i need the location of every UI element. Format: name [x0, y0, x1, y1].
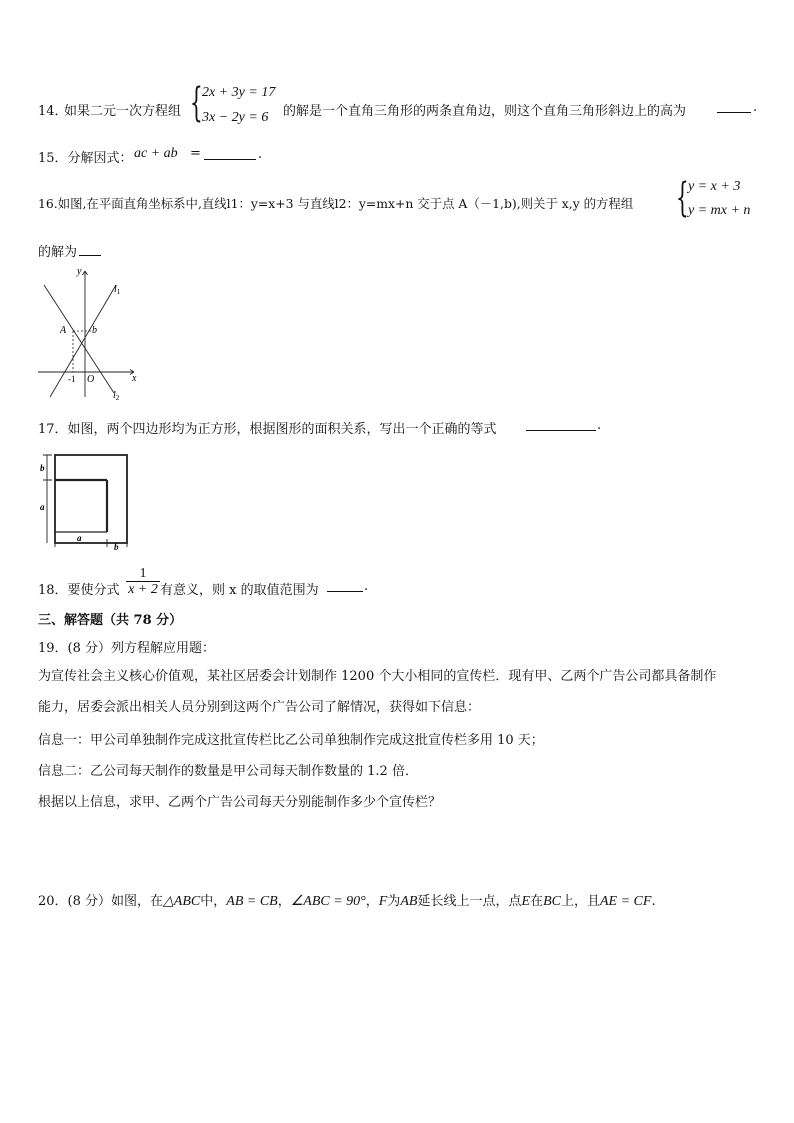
q16-brace: { [676, 175, 689, 221]
q20-part-a: 20．(8 分）如图，在 [38, 894, 164, 909]
q15-period: . [258, 147, 263, 162]
q14-question-text: 的解是一个直角三角形的两条直角边，则这个直角三角形斜边上的高为 [283, 104, 687, 119]
q14-equation-2: 3x − 2y = 6 [202, 110, 269, 125]
q20-text [38, 890, 656, 910]
q14-period: . [753, 100, 758, 115]
q18-period: . [364, 579, 369, 594]
q19-info-2: 信息二：乙公司每天制作的数量是甲公司每天制作数量的 1.2 倍． [38, 764, 418, 779]
q15-equals: = [190, 146, 201, 161]
a-label-left: a [40, 502, 45, 512]
q17-squares-figure [38, 452, 132, 552]
y-axis-label: y [77, 266, 82, 277]
q15-expression: ac + ab [134, 146, 178, 161]
point-a-label: A [60, 325, 67, 336]
q20-point-e: E [521, 894, 531, 909]
q20-triangle: △ABC [163, 894, 201, 909]
q20-segment-ab: AB [400, 894, 418, 909]
q15-answer-blank[interactable] [204, 147, 256, 160]
l2-label: $l_2$ [113, 390, 120, 401]
q20-point-f: F [378, 894, 388, 909]
q14-answer-blank[interactable] [717, 100, 751, 113]
q16-answer-blank[interactable] [79, 243, 101, 256]
q19-info-1: 信息一：甲公司单独制作完成这批宣传栏比乙公司单独制作完成这批宣传栏多用 10 天； [38, 733, 544, 748]
q15-prefix: 15．分解因式： [38, 151, 133, 166]
x-tick-label: -1 [68, 374, 76, 384]
q18-suffix: 有意义，则 x 的取值范围为 [160, 583, 319, 598]
a-label-bottom: a [77, 533, 82, 543]
q14-brace: { [190, 80, 203, 126]
q20-part-f: 延长线上一点，点 [417, 894, 522, 909]
q20-condition-2: ∠ABC = 90° [290, 894, 366, 909]
q14-number: 14． [38, 104, 68, 119]
q20-part-b: 中， [200, 894, 227, 909]
section-3-heading: 三、解答题（共 78 分） [38, 613, 183, 628]
q16-answer-label: 的解为 [38, 245, 78, 260]
q16-answer-line [38, 241, 101, 260]
l1-label: $l_1$ [114, 284, 121, 296]
b-label-left: b [40, 463, 45, 473]
q14-intro: 如果二元一次方程组 [64, 104, 182, 119]
q20-part-h: 上，且 [560, 894, 600, 909]
q19-question: 根据以上信息，求甲、乙两个广告公司每天分别能制作多少个宣传栏？ [38, 795, 442, 810]
q20-part-e: 为 [387, 894, 401, 909]
q17-text: 17．如图，两个四边形均为正方形，根据图形的面积关系，写出一个正确的等式 [38, 422, 497, 437]
q16-equation-2: y = mx + n [688, 203, 751, 218]
q18-answer-blank[interactable] [327, 579, 363, 592]
q19-paragraph-2: 能力，居委会派出相关人员分别到这两个广告公司了解情况，获得如下信息： [38, 700, 481, 715]
q20-part-d: ， [365, 894, 379, 909]
q20-part-c: ， [277, 894, 291, 909]
q18-fraction [124, 566, 162, 598]
q19-heading: 19．(8 分）列方程解应用题： [38, 641, 216, 656]
line-l2 [44, 285, 114, 393]
outer-square [55, 455, 127, 543]
q16-text: 16.如图,在平面直角坐标系中,直线l1：y=x+3 与直线l2：y=mx+n 交于点 A（－1,b),则关于 x,y 的方程组 [38, 196, 634, 211]
q20-condition-3: AE = CF [599, 894, 652, 909]
q16-equation-1: y = x + 3 [688, 179, 741, 194]
q19-paragraph-1: 为宣传社会主义核心价值观，某社区居委会计划制作 1200 个大小相同的宣传栏．现有甲、乙两个广告公司都具备制作 [38, 669, 717, 684]
q20-segment-bc: BC [543, 894, 561, 909]
q20-condition-1: AB = CB [226, 894, 278, 909]
b-tick-label: b [92, 325, 97, 336]
q17-period: . [597, 418, 602, 433]
b-label-bottom: b [114, 542, 119, 552]
q20-period: . [651, 894, 656, 909]
q18-numerator: 1 [139, 566, 147, 581]
q17-answer-blank[interactable] [526, 418, 596, 431]
q18-prefix: 18．要使分式 [38, 583, 120, 598]
q14-equation-1: 2x + 3y = 17 [202, 85, 276, 100]
q16-graph-figure [36, 265, 142, 401]
x-axis-label: x [132, 373, 137, 384]
origin-label: O [87, 374, 95, 385]
q18-denominator: x + 2 [128, 582, 158, 597]
q20-part-g: 在 [530, 894, 544, 909]
